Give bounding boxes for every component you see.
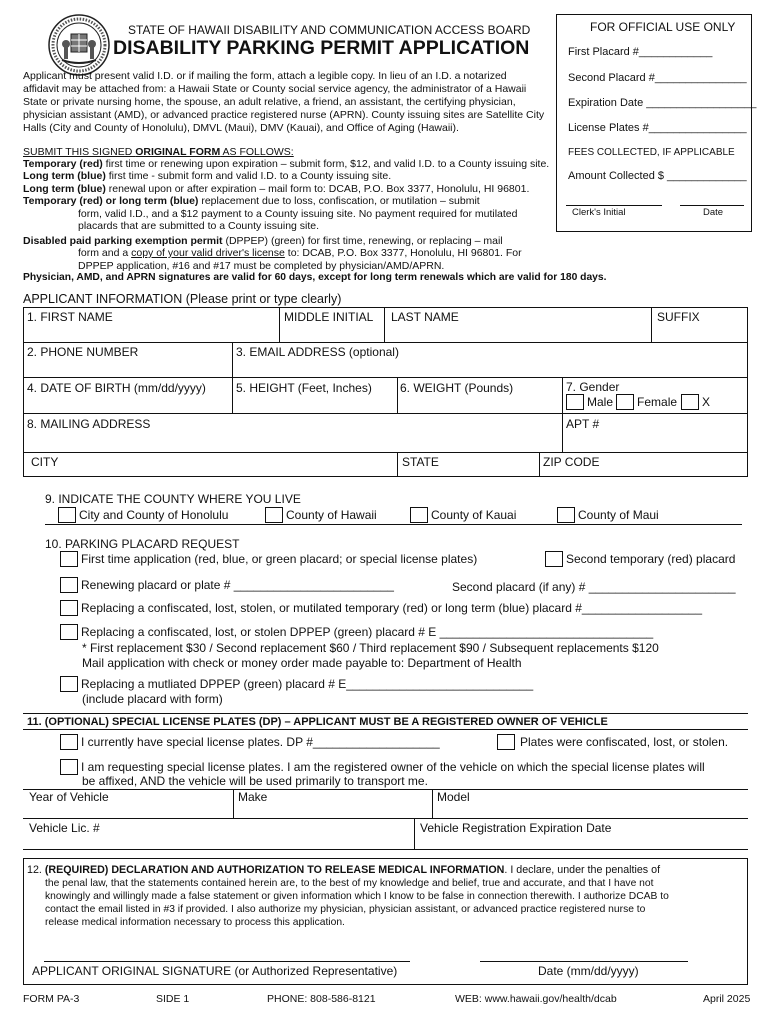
replacing-dppep-checkbox[interactable] xyxy=(60,624,78,640)
declaration-line-2: the penal law, that the statements contained herein are, to the best of my knowledge and belief, true and accurate, and that I have not xyxy=(45,878,654,889)
first-time-option[interactable] xyxy=(60,551,477,567)
clerk-initial-label: Clerk's Initial xyxy=(572,207,626,218)
replacement-fees: * First replacement $30 / Second replacement $60 / Third replacement $90 / Subsequent replacements $120 xyxy=(82,641,659,655)
requesting-plates-checkbox[interactable] xyxy=(60,759,78,775)
expiration-date-label: Expiration Date __________________ xyxy=(568,97,757,109)
signature-date-line[interactable] xyxy=(480,961,688,962)
footer-side: SIDE 1 xyxy=(156,993,190,1005)
x-label: X xyxy=(702,395,711,409)
x-checkbox[interactable] xyxy=(681,394,699,410)
first-time-label: First time application (red, blue, or green placard; or special license plates) xyxy=(81,552,478,566)
kauai-label: County of Kauai xyxy=(431,508,517,522)
male-label: Male xyxy=(587,395,614,409)
declaration-line-5: release medical information necessary to process this application. xyxy=(45,917,345,928)
mail-payment-note: Mail application with check or money order made payable to: Department of Health xyxy=(82,656,522,670)
suffix-field[interactable]: SUFFIX xyxy=(657,310,700,324)
declaration-line-1: 12. (REQUIRED) DECLARATION AND AUTHORIZATION TO RELEASE MEDICAL INFORMATION. I declare, under the penalties of xyxy=(27,864,661,876)
maui-checkbox[interactable] xyxy=(557,507,575,523)
signature-date-label: Date (mm/dd/yyyy) xyxy=(538,964,639,978)
replacing-red-blue-label: Replacing a confiscated, lost, stolen, or mutilated temporary (red) or long term (blue) placard #__________________ xyxy=(81,601,703,615)
submit-line-5d: DPPEP application, #16 and #17 must be completed by physician/AMD/APRN. xyxy=(78,260,445,272)
placard-heading: 10. PARKING PLACARD REQUEST xyxy=(45,537,240,551)
submit-line-3: Long term (blue) renewal upon or after expiration – mail form to: DCAB, P.O. Box 3377, Honolulu, HI 96801. xyxy=(23,183,530,195)
form-title: DISABILITY PARKING PERMIT APPLICATION xyxy=(113,37,530,59)
second-temp-label: Second temporary (red) placard xyxy=(566,552,736,566)
submit-line-4d: placards that are submitted to a County issuing site. xyxy=(78,220,320,232)
female-label: Female xyxy=(637,395,678,409)
county-heading: 9. INDICATE THE COUNTY WHERE YOU LIVE xyxy=(45,492,301,506)
mailing-address-field[interactable]: 8. MAILING ADDRESS xyxy=(27,417,151,431)
intro-line-1: Applicant must present valid I.D. or if mailing the form, attach a legible copy. In lieu of an I.D. a notarized xyxy=(23,70,507,82)
county-kauai-option[interactable] xyxy=(410,507,516,523)
zip-field[interactable]: ZIP CODE xyxy=(543,455,600,469)
requesting-plates-label: I am requesting special license plates. I am the registered owner of the vehicle on which the special license plates will xyxy=(81,760,705,774)
maui-label: County of Maui xyxy=(578,508,659,522)
signature-line[interactable] xyxy=(44,961,410,962)
submit-heading: SUBMIT THIS SIGNED ORIGINAL FORM AS FOLLOWS: xyxy=(23,146,294,158)
state-seal xyxy=(48,14,110,76)
submit-line-5c: form and a copy of your valid driver's license to: DCAB, P.O. Box 3377, Honolulu, HI 96801. For xyxy=(78,247,522,259)
renewing-option[interactable] xyxy=(60,577,394,593)
submit-line-1: Temporary (red) first time or renewing upon expiration – submit form, $12, and valid I.D. to a County issuing site. xyxy=(23,158,550,170)
requesting-plates-cont: be affixed, AND the vehicle will be used primarily to transport me. xyxy=(82,774,428,788)
first-name-field[interactable]: 1. FIRST NAME xyxy=(27,310,113,324)
replacing-red-blue-option[interactable] xyxy=(60,600,702,616)
kauai-checkbox[interactable] xyxy=(410,507,428,523)
plates-confiscated-checkbox[interactable] xyxy=(497,734,515,750)
declaration-line-4: contact the email listed in #3 if provided. I also authorize my physician, physician assistant, or advanced practice registered nurse to xyxy=(45,904,646,915)
submit-line-4: Temporary (red) or long term (blue) replacement due to loss, confiscation, or mutilation – submit xyxy=(23,195,480,207)
official-use-heading: FOR OFFICIAL USE ONLY xyxy=(590,20,736,34)
have-plates-checkbox[interactable] xyxy=(60,734,78,750)
have-plates-label: I currently have special license plates. DP #___________________ xyxy=(81,735,440,749)
vehicle-model-field[interactable]: Model xyxy=(437,790,470,804)
renewing-checkbox[interactable] xyxy=(60,577,78,593)
amount-label: Amount Collected $ _____________ xyxy=(568,170,747,182)
weight-field[interactable]: 6. WEIGHT (Pounds) xyxy=(400,381,514,395)
submit-line-5: Disabled paid parking exemption permit (DPPEP) (green) for first time, renewing, or replacing – mail xyxy=(23,235,503,247)
city-field[interactable]: CITY xyxy=(31,455,59,469)
vehicle-lic-field[interactable]: Vehicle Lic. # xyxy=(29,821,100,835)
requesting-plates-option[interactable] xyxy=(60,759,705,775)
replacing-red-blue-checkbox[interactable] xyxy=(60,600,78,616)
submit-line-4c: form, valid I.D., and a $12 payment to a County issuing site. No payment required for mutilated xyxy=(78,208,518,220)
applicant-heading: APPLICANT INFORMATION (Please print or type clearly) xyxy=(23,292,342,306)
footer-web: WEB: www.hawaii.gov/health/dcab xyxy=(455,993,617,1005)
hawaii-checkbox[interactable] xyxy=(265,507,283,523)
mutilated-dppep-option[interactable] xyxy=(60,676,533,692)
first-time-checkbox[interactable] xyxy=(60,551,78,567)
official-date-label: Date xyxy=(703,207,724,218)
plates-heading: 11. (OPTIONAL) SPECIAL LICENSE PLATES (DP) – APPLICANT MUST BE A REGISTERED OWNER OF VEHICLE xyxy=(27,716,608,728)
height-field[interactable]: 5. HEIGHT (Feet, Inches) xyxy=(236,381,372,395)
honolulu-checkbox[interactable] xyxy=(58,507,76,523)
county-maui-option[interactable] xyxy=(557,507,659,523)
license-plates-label: License Plates #________________ xyxy=(568,122,747,134)
intro-line-4: physician assistant (AMD), or advanced practice registered nurse (APRN). County issuing sites are Satellite City xyxy=(23,109,545,121)
state-field[interactable]: STATE xyxy=(402,455,439,469)
mutilated-dppep-checkbox[interactable] xyxy=(60,676,78,692)
first-placard-label: First Placard #____________ xyxy=(568,46,713,58)
intro-line-5: Halls (City and County of Honolulu), DMVL (Maui), DMV (Kauai), and Office of Aging (Hawaii). xyxy=(23,122,459,134)
plates-confiscated-option[interactable] xyxy=(497,734,728,750)
second-any-field[interactable]: Second placard (if any) # ______________________ xyxy=(452,580,736,594)
replacing-dppep-option[interactable] xyxy=(60,624,653,640)
second-temp-checkbox[interactable] xyxy=(545,551,563,567)
plates-confiscated-label: Plates were confiscated, lost, or stolen. xyxy=(520,735,729,749)
middle-initial-field[interactable]: MIDDLE INITIAL xyxy=(284,310,374,324)
second-temp-option[interactable] xyxy=(545,551,735,567)
include-placard-note: (include placard with form) xyxy=(82,692,223,706)
gender-label: 7. Gender xyxy=(566,380,620,394)
agency-name: STATE OF HAWAII DISABILITY AND COMMUNICATION ACCESS BOARD xyxy=(128,23,531,37)
intro-line-3: State or private nursing home, the spouse, an adult relative, a friend, an assistant, the certifying physician, xyxy=(23,96,516,108)
fees-label: FEES COLLECTED, IF APPLICABLE xyxy=(568,147,735,158)
apt-field[interactable]: APT # xyxy=(566,417,600,431)
county-honolulu-option[interactable] xyxy=(58,507,228,523)
replacing-dppep-label: Replacing a confiscated, lost, or stolen DPPEP (green) placard # E ________________________________ xyxy=(81,625,654,639)
second-placard-label: Second Placard #_______________ xyxy=(568,72,747,84)
have-plates-option[interactable] xyxy=(60,734,440,750)
renewing-label: Renewing placard or plate # ________________________ xyxy=(81,578,394,592)
signature-label: APPLICANT ORIGINAL SIGNATURE (or Authorized Representative) xyxy=(32,964,398,978)
male-checkbox[interactable] xyxy=(566,394,584,410)
intro-line-2: affidavit may be attached from: a Hawaii State or County social service agency, the administrator of a Hawaii xyxy=(23,83,527,95)
email-field[interactable]: 3. EMAIL ADDRESS (optional) xyxy=(236,345,399,359)
footer-date: April 2025 xyxy=(703,993,751,1005)
vehicle-reg-exp-field[interactable]: Vehicle Registration Expiration Date xyxy=(420,821,612,835)
vehicle-make-field[interactable]: Make xyxy=(238,790,268,804)
footer-phone: PHONE: 808-586-8121 xyxy=(267,993,376,1005)
hawaii-label: County of Hawaii xyxy=(286,508,377,522)
submit-line-6: Physician, AMD, and APRN signatures are valid for 60 days, except for long term renewals which are valid for 180 days. xyxy=(23,272,607,283)
gender-options xyxy=(566,394,710,410)
submit-line-2: Long term (blue) first time - submit form and valid I.D. to a County issuing site. xyxy=(23,170,392,182)
last-name-field[interactable]: LAST NAME xyxy=(391,310,459,324)
declaration-line-3: knowingly and willingly made a false statement or given information which I know to be false in connection therewith. I authorize DCAB to xyxy=(45,891,669,902)
dob-field[interactable]: 4. DATE OF BIRTH (mm/dd/yyyy) xyxy=(27,381,206,395)
footer-form: FORM PA-3 xyxy=(23,993,80,1005)
mutilated-dppep-label: Replacing a mutliated DPPEP (green) placard # E____________________________ xyxy=(81,677,534,691)
honolulu-label: City and County of Honolulu xyxy=(79,508,229,522)
county-hawaii-option[interactable] xyxy=(265,507,377,523)
female-checkbox[interactable] xyxy=(616,394,634,410)
phone-field[interactable]: 2. PHONE NUMBER xyxy=(27,345,139,359)
vehicle-year-field[interactable]: Year of Vehicle xyxy=(29,790,109,804)
